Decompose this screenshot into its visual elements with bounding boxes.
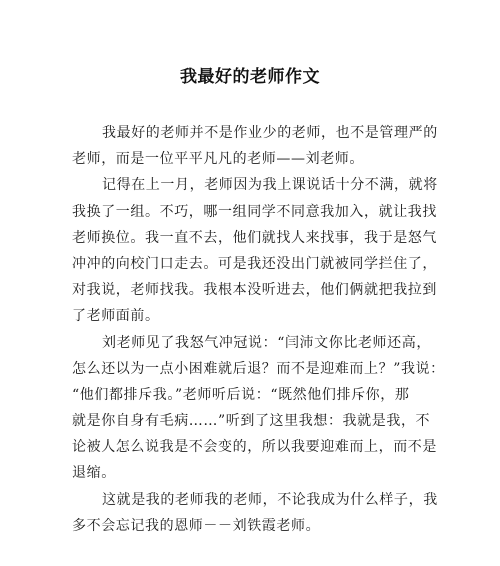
paragraph-line: 多不会忘记我的恩师－－刘铁霞老师。 (72, 517, 321, 534)
paragraph-line: 论被人怎么说我是不会变的，所以我要迎难而上，而不是 (72, 439, 437, 456)
paragraph-line: 老师换位。我一直不去，他们就找人来找事，我于是怒气 (72, 229, 437, 246)
paragraph-line: 这就是我的老师我的老师，不论我成为什么样子，我 (102, 491, 438, 508)
paragraph-line: 就是你自身有毛病……”听到了这里我想：我就是我，不 (72, 413, 431, 430)
document-body (72, 120, 445, 539)
paragraph-line: “他们都排斥我。”老师听后说：“既然他们排斥你，那 (72, 386, 410, 403)
document-title: 我最好的老师作文 (180, 67, 320, 87)
paragraph-line: 我最好的老师并不是作业少的老师，也不是管理严的 (102, 125, 438, 141)
paragraph-line: 老师，而是一位平平凡凡的老师——刘老师。 (72, 151, 364, 168)
paragraph-line: 冲冲的向校门口走去。可是我还没出门就被同学拦住了， (72, 255, 437, 272)
paragraph-line: 刘老师见了我怒气冲冠说：“闫沛文你比老师还高， (102, 334, 431, 351)
paragraph-line: 记得在上一月，老师因为我上课说话十分不满，就将 (102, 177, 438, 194)
paragraph-line: 我换了一组。不巧，哪一组同学不同意我加入，就让我找 (72, 203, 437, 220)
paragraph-line: 了老师面前。 (72, 308, 160, 325)
paragraph-line: 怎么还以为一点小困难就后退？而不是迎难而上？”我说： (72, 360, 445, 377)
paragraph-line: 对我说，老师找我。我根本没听进去，他们俩就把我拉到 (72, 282, 437, 299)
paragraph-line: 退缩。 (72, 465, 116, 482)
